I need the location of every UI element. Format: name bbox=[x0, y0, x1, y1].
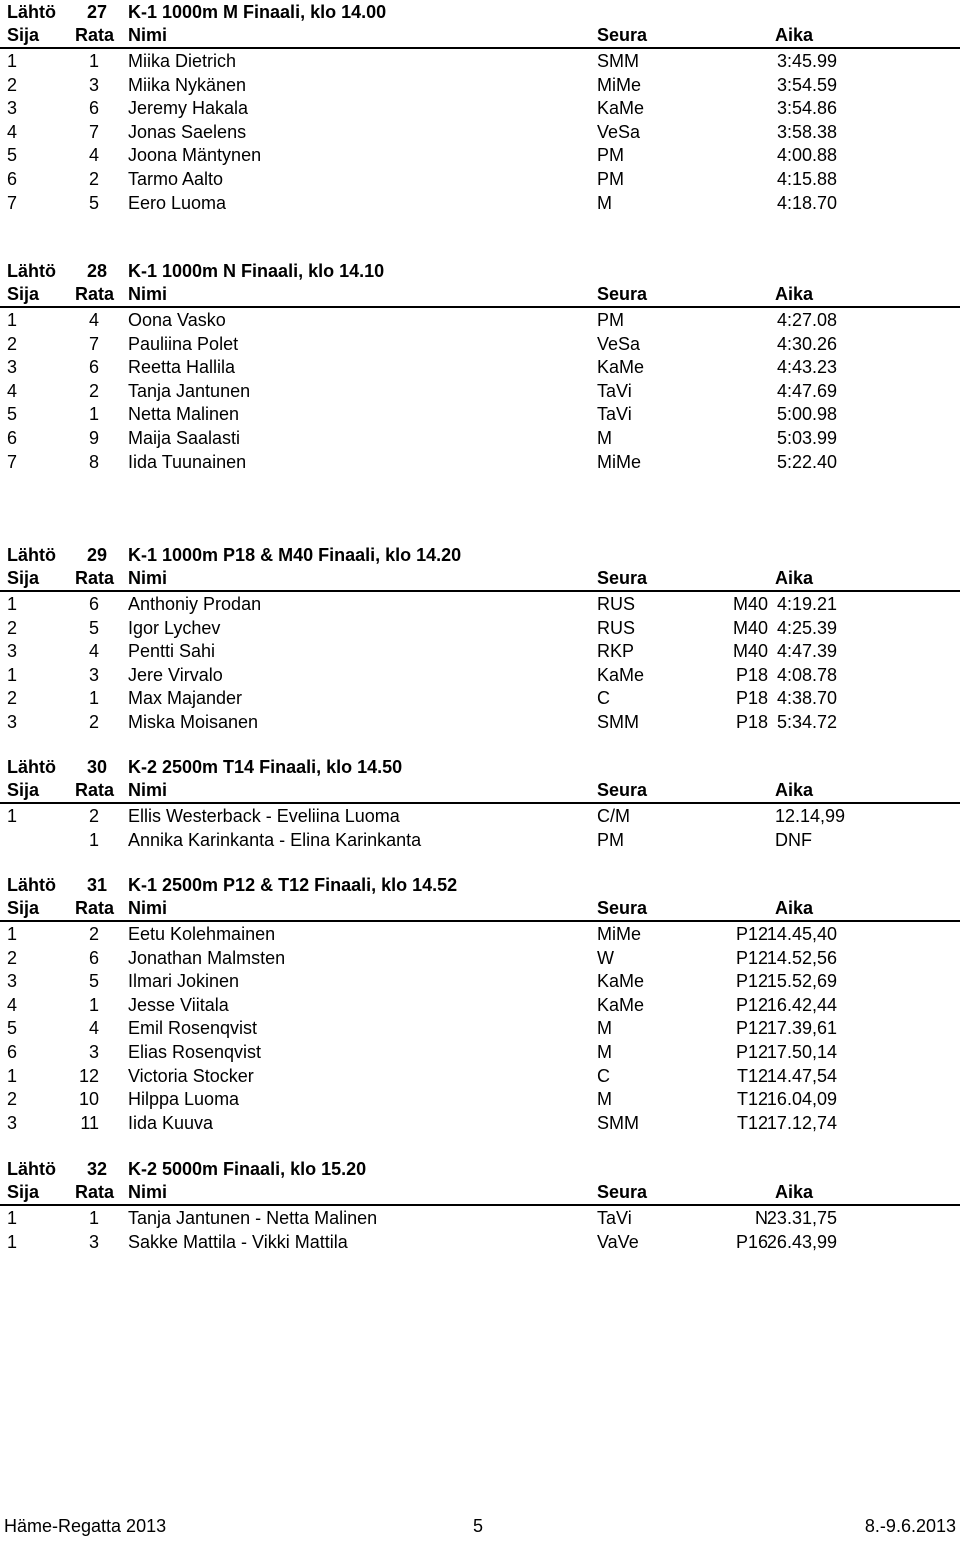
cell-class: P12 bbox=[735, 947, 768, 968]
cell-rata: 3 bbox=[88, 1231, 99, 1252]
cell-aika: 4:47.39 bbox=[776, 641, 837, 662]
start-number: 31 bbox=[86, 875, 107, 895]
result-row bbox=[0, 379, 960, 403]
cell-seura: SMM bbox=[597, 711, 639, 732]
cell-nimi: Maija Saalasti bbox=[128, 427, 241, 448]
cell-nimi: Jeremy Hakala bbox=[128, 98, 249, 119]
cell-rata: 1 bbox=[88, 51, 99, 71]
cell-sija: 4 bbox=[7, 994, 18, 1015]
cell-nimi: Oona Vasko bbox=[128, 310, 226, 330]
cell-nimi: Tanja Jantunen bbox=[128, 380, 251, 401]
race-name: K-1 1000m M Finaali, klo 14.00 bbox=[128, 2, 387, 22]
cell-aika: 5:22.40 bbox=[776, 451, 837, 472]
cell-rata: 2 bbox=[88, 711, 99, 732]
cell-nimi: Jonas Saelens bbox=[128, 121, 247, 142]
race-title bbox=[0, 543, 960, 567]
result-row bbox=[0, 143, 960, 167]
cell-aika: 14.47,54 bbox=[766, 1065, 837, 1086]
cell-class: P18 bbox=[735, 711, 768, 732]
cell-nimi: Jesse Viitala bbox=[128, 994, 229, 1015]
cell-seura: KaMe bbox=[597, 994, 645, 1015]
header-seura: Seura bbox=[597, 284, 648, 304]
cell-seura: PM bbox=[597, 168, 624, 189]
header-aika: Aika bbox=[775, 1182, 814, 1202]
cell-class: P12 bbox=[735, 924, 768, 944]
result-row bbox=[0, 946, 960, 970]
cell-aika: 12.14,99 bbox=[775, 806, 846, 826]
cell-sija: 7 bbox=[7, 192, 18, 213]
cell-rata: 3 bbox=[88, 664, 99, 685]
cell-sija: 4 bbox=[7, 380, 18, 401]
race-title bbox=[0, 755, 960, 779]
cell-nimi: Joona Mäntynen bbox=[128, 145, 262, 166]
cell-aika: 4:15.88 bbox=[776, 168, 837, 189]
result-row bbox=[0, 1111, 960, 1135]
cell-nimi: Pentti Sahi bbox=[128, 641, 216, 662]
header-aika: Aika bbox=[775, 568, 814, 588]
cell-seura: M bbox=[597, 427, 612, 448]
race-name: K-1 2500m P12 & T12 Finaali, klo 14.52 bbox=[128, 875, 458, 895]
result-row bbox=[0, 592, 960, 616]
cell-class: P18 bbox=[735, 664, 768, 685]
cell-seura: RUS bbox=[597, 617, 636, 638]
result-row bbox=[0, 1016, 960, 1040]
cell-rata: 2 bbox=[88, 806, 99, 826]
column-header-row bbox=[0, 779, 960, 804]
race-title bbox=[0, 873, 960, 897]
start-label: Lähtö bbox=[7, 757, 56, 777]
cell-rata: 6 bbox=[88, 947, 99, 968]
cell-rata: 5 bbox=[88, 617, 99, 638]
header-nimi: Nimi bbox=[128, 780, 168, 800]
header-rata: Rata bbox=[75, 25, 115, 45]
result-row bbox=[0, 616, 960, 640]
cell-nimi: Max Majander bbox=[128, 688, 243, 709]
start-number: 29 bbox=[86, 545, 107, 565]
result-row bbox=[0, 1064, 960, 1088]
footer-date: 8.-9.6.2013 bbox=[864, 1516, 956, 1536]
cell-aika: 16.42,44 bbox=[766, 994, 837, 1015]
cell-sija: 2 bbox=[7, 74, 18, 95]
cell-aika: 4:27.08 bbox=[776, 310, 837, 330]
cell-aika: 23.31,75 bbox=[766, 1208, 837, 1228]
result-row bbox=[0, 663, 960, 687]
cell-aika: 4:47.69 bbox=[776, 380, 837, 401]
cell-sija: 5 bbox=[7, 1018, 18, 1039]
cell-nimi: Victoria Stocker bbox=[128, 1065, 254, 1086]
column-header-row bbox=[0, 1181, 960, 1206]
cell-nimi: Elias Rosenqvist bbox=[128, 1041, 262, 1062]
cell-aika: 14.45,40 bbox=[766, 924, 837, 944]
cell-aika: 4:43.23 bbox=[776, 357, 837, 378]
header-seura: Seura bbox=[597, 898, 648, 918]
cell-seura: KaMe bbox=[597, 971, 645, 992]
result-row bbox=[0, 73, 960, 97]
header-rata: Rata bbox=[75, 898, 115, 918]
cell-seura: W bbox=[597, 947, 614, 968]
cell-aika: 4:38.70 bbox=[776, 688, 837, 709]
cell-seura: KaMe bbox=[597, 98, 645, 119]
cell-nimi: Miika Nykänen bbox=[128, 74, 247, 95]
header-sija: Sija bbox=[7, 898, 40, 918]
cell-aika: 26.43,99 bbox=[766, 1231, 837, 1252]
cell-sija: 1 bbox=[7, 806, 18, 826]
cell-nimi: Iida Kuuva bbox=[128, 1112, 214, 1133]
footer-event-name: Häme-Regatta 2013 bbox=[4, 1516, 167, 1536]
cell-seura: MiMe bbox=[597, 451, 641, 472]
race-section-32 bbox=[0, 1157, 960, 1253]
race-title bbox=[0, 1157, 960, 1181]
cell-sija: 3 bbox=[7, 641, 18, 662]
cell-seura: MiMe bbox=[597, 924, 641, 944]
header-rata: Rata bbox=[75, 1182, 115, 1202]
header-aika: Aika bbox=[775, 780, 814, 800]
header-aika: Aika bbox=[775, 898, 814, 918]
result-row bbox=[0, 639, 960, 663]
cell-sija: 7 bbox=[7, 451, 18, 472]
result-row bbox=[0, 993, 960, 1017]
cell-rata: 3 bbox=[88, 74, 99, 95]
header-rata: Rata bbox=[75, 284, 115, 304]
cell-class: T12 bbox=[736, 1089, 768, 1110]
cell-aika: 5:34.72 bbox=[776, 711, 837, 732]
header-seura: Seura bbox=[597, 568, 648, 588]
result-row bbox=[0, 332, 960, 356]
cell-seura: M bbox=[597, 1041, 612, 1062]
start-label: Lähtö bbox=[7, 261, 56, 281]
race-name: K-2 5000m Finaali, klo 15.20 bbox=[128, 1159, 367, 1179]
result-row bbox=[0, 710, 960, 734]
start-number: 30 bbox=[86, 757, 107, 777]
header-nimi: Nimi bbox=[128, 1182, 168, 1202]
cell-rata: 2 bbox=[88, 168, 99, 189]
result-row bbox=[0, 191, 960, 215]
header-aika: Aika bbox=[775, 25, 814, 45]
cell-rata: 2 bbox=[88, 380, 99, 401]
start-label: Lähtö bbox=[7, 1159, 56, 1179]
cell-seura: M bbox=[597, 192, 612, 213]
header-sija: Sija bbox=[7, 1182, 40, 1202]
race-section-30 bbox=[0, 755, 960, 851]
cell-sija: 3 bbox=[7, 357, 18, 378]
cell-class: P12 bbox=[735, 994, 768, 1015]
header-seura: Seura bbox=[597, 25, 648, 45]
header-rata: Rata bbox=[75, 780, 115, 800]
race-section-29 bbox=[0, 543, 960, 734]
cell-nimi: Jere Virvalo bbox=[128, 664, 223, 685]
cell-aika: DNF bbox=[775, 829, 812, 850]
footer-page-number: 5 bbox=[473, 1516, 484, 1536]
header-nimi: Nimi bbox=[128, 898, 168, 918]
result-row bbox=[0, 922, 960, 946]
cell-rata: 1 bbox=[88, 994, 99, 1015]
cell-nimi: Netta Malinen bbox=[128, 404, 240, 425]
cell-seura: TaVi bbox=[597, 380, 632, 401]
cell-seura: M bbox=[597, 1089, 612, 1110]
cell-aika: 3:54.59 bbox=[776, 74, 837, 95]
cell-rata: 4 bbox=[88, 1018, 99, 1039]
cell-aika: 4:18.70 bbox=[776, 192, 837, 213]
cell-aika: 4:08.78 bbox=[776, 664, 837, 685]
result-row bbox=[0, 167, 960, 191]
cell-sija: 2 bbox=[7, 617, 18, 638]
cell-nimi: Jonathan Malmsten bbox=[128, 947, 286, 968]
cell-nimi: Pauliina Polet bbox=[128, 333, 239, 354]
race-section-27 bbox=[0, 0, 960, 214]
cell-sija: 6 bbox=[7, 168, 18, 189]
cell-sija: 6 bbox=[7, 1041, 18, 1062]
race-section-28 bbox=[0, 259, 960, 473]
cell-seura: SMM bbox=[597, 1112, 639, 1133]
cell-aika: 4:25.39 bbox=[776, 617, 837, 638]
column-header-row bbox=[0, 567, 960, 592]
race-title bbox=[0, 0, 960, 24]
cell-sija: 1 bbox=[7, 924, 18, 944]
cell-seura: KaMe bbox=[597, 357, 645, 378]
race-name: K-1 1000m P18 & M40 Finaali, klo 14.20 bbox=[128, 545, 462, 565]
result-row bbox=[0, 355, 960, 379]
start-number: 27 bbox=[86, 2, 107, 22]
result-row bbox=[0, 828, 960, 852]
cell-sija: 1 bbox=[7, 1208, 18, 1228]
header-sija: Sija bbox=[7, 568, 40, 588]
cell-seura: VeSa bbox=[597, 333, 641, 354]
cell-nimi: Eero Luoma bbox=[128, 192, 227, 213]
cell-aika: 3:45.99 bbox=[776, 51, 837, 71]
start-number: 28 bbox=[86, 261, 107, 281]
start-label: Lähtö bbox=[7, 545, 56, 565]
cell-seura: RUS bbox=[597, 594, 636, 614]
result-row bbox=[0, 450, 960, 474]
cell-seura: TaVi bbox=[597, 1208, 632, 1228]
cell-rata: 7 bbox=[88, 333, 99, 354]
cell-sija: 2 bbox=[7, 333, 18, 354]
header-aika: Aika bbox=[775, 284, 814, 304]
cell-aika: 4:30.26 bbox=[776, 333, 837, 354]
cell-seura: C bbox=[597, 1065, 610, 1086]
cell-class: P12 bbox=[735, 971, 768, 992]
cell-aika: 14.52,56 bbox=[766, 947, 837, 968]
cell-sija: 3 bbox=[7, 711, 18, 732]
cell-aika: 17.39,61 bbox=[766, 1018, 837, 1039]
cell-rata: 6 bbox=[88, 357, 99, 378]
cell-aika: 4:19.21 bbox=[776, 594, 837, 614]
cell-nimi: Sakke Mattila - Vikki Mattila bbox=[128, 1231, 348, 1252]
cell-rata: 6 bbox=[88, 98, 99, 119]
cell-sija: 1 bbox=[7, 310, 18, 330]
race-name: K-2 2500m T14 Finaali, klo 14.50 bbox=[128, 757, 403, 777]
cell-nimi: Miska Moisanen bbox=[128, 711, 259, 732]
header-rata: Rata bbox=[75, 568, 115, 588]
start-label: Lähtö bbox=[7, 875, 56, 895]
header-nimi: Nimi bbox=[128, 568, 168, 588]
result-row bbox=[0, 402, 960, 426]
cell-sija: 1 bbox=[7, 1065, 18, 1086]
cell-seura: PM bbox=[597, 145, 624, 166]
cell-rata: 4 bbox=[88, 310, 99, 330]
start-label: Lähtö bbox=[7, 2, 56, 22]
result-row bbox=[0, 120, 960, 144]
cell-aika: 4:00.88 bbox=[776, 145, 837, 166]
cell-rata: 10 bbox=[78, 1089, 99, 1110]
cell-nimi: Iida Tuunainen bbox=[128, 451, 247, 472]
cell-nimi: Emil Rosenqvist bbox=[128, 1018, 258, 1039]
column-header-row bbox=[0, 283, 960, 308]
result-row bbox=[0, 49, 960, 73]
cell-rata: 5 bbox=[88, 971, 99, 992]
result-row bbox=[0, 308, 960, 332]
cell-sija: 6 bbox=[7, 427, 18, 448]
cell-aika: 15.52,69 bbox=[766, 971, 837, 992]
cell-sija: 1 bbox=[7, 51, 18, 71]
column-header-row bbox=[0, 897, 960, 922]
cell-class: M40 bbox=[732, 641, 768, 662]
result-row bbox=[0, 1087, 960, 1111]
cell-rata: 4 bbox=[88, 145, 99, 166]
column-header-row bbox=[0, 24, 960, 49]
cell-seura: SMM bbox=[597, 51, 639, 71]
cell-aika: 3:58.38 bbox=[776, 121, 837, 142]
cell-class: T12 bbox=[736, 1112, 768, 1133]
cell-rata: 3 bbox=[88, 1041, 99, 1062]
cell-rata: 2 bbox=[88, 924, 99, 944]
cell-class: P12 bbox=[735, 1018, 768, 1039]
cell-seura: VaVe bbox=[597, 1231, 639, 1252]
cell-nimi: Hilppa Luoma bbox=[128, 1089, 240, 1110]
cell-sija: 3 bbox=[7, 971, 18, 992]
cell-seura: MiMe bbox=[597, 74, 641, 95]
cell-rata: 1 bbox=[88, 1208, 99, 1228]
cell-class: P12 bbox=[735, 1041, 768, 1062]
cell-nimi: Igor Lychev bbox=[128, 617, 221, 638]
cell-sija: 1 bbox=[7, 594, 18, 614]
cell-rata: 7 bbox=[88, 121, 99, 142]
cell-aika: 5:00.98 bbox=[776, 404, 837, 425]
header-nimi: Nimi bbox=[128, 25, 168, 45]
result-row bbox=[0, 1206, 960, 1230]
header-seura: Seura bbox=[597, 780, 648, 800]
cell-seura: C bbox=[597, 688, 610, 709]
cell-sija: 3 bbox=[7, 1112, 18, 1133]
cell-aika: 16.04,09 bbox=[766, 1089, 837, 1110]
cell-rata: 6 bbox=[88, 594, 99, 614]
cell-seura: KaMe bbox=[597, 664, 645, 685]
race-name: K-1 1000m N Finaali, klo 14.10 bbox=[128, 261, 385, 281]
result-row bbox=[0, 96, 960, 120]
result-row bbox=[0, 426, 960, 450]
cell-class: M40 bbox=[732, 617, 768, 638]
cell-sija: 1 bbox=[7, 664, 18, 685]
cell-aika: 3:54.86 bbox=[776, 98, 837, 119]
cell-nimi: Ilmari Jokinen bbox=[128, 971, 240, 992]
cell-rata: 5 bbox=[88, 192, 99, 213]
cell-rata: 1 bbox=[88, 829, 99, 850]
cell-rata: 11 bbox=[80, 1112, 99, 1133]
cell-rata: 1 bbox=[88, 404, 99, 425]
cell-class: P18 bbox=[735, 688, 768, 709]
cell-seura: M bbox=[597, 1018, 612, 1039]
result-row bbox=[0, 686, 960, 710]
cell-seura: VeSa bbox=[597, 121, 641, 142]
header-sija: Sija bbox=[7, 780, 40, 800]
cell-nimi: Reetta Hallila bbox=[128, 357, 236, 378]
cell-rata: 4 bbox=[88, 641, 99, 662]
cell-class: M40 bbox=[732, 594, 768, 614]
header-sija: Sija bbox=[7, 25, 40, 45]
result-row bbox=[0, 1040, 960, 1064]
cell-sija: 5 bbox=[7, 145, 18, 166]
cell-seura: RKP bbox=[597, 641, 635, 662]
header-nimi: Nimi bbox=[128, 284, 168, 304]
cell-seura: PM bbox=[597, 310, 624, 330]
start-number: 32 bbox=[86, 1159, 107, 1179]
header-sija: Sija bbox=[7, 284, 40, 304]
cell-sija: 5 bbox=[7, 404, 18, 425]
cell-nimi: Miika Dietrich bbox=[128, 51, 237, 71]
race-section-31 bbox=[0, 873, 960, 1134]
cell-sija: 2 bbox=[7, 688, 18, 709]
cell-sija: 2 bbox=[7, 947, 18, 968]
cell-seura: PM bbox=[597, 829, 624, 850]
cell-rata: 8 bbox=[88, 451, 99, 472]
cell-sija: 4 bbox=[7, 121, 18, 142]
cell-seura: TaVi bbox=[597, 404, 632, 425]
cell-sija: 3 bbox=[7, 98, 18, 119]
cell-rata: 12 bbox=[78, 1065, 99, 1086]
header-seura: Seura bbox=[597, 1182, 648, 1202]
cell-class: T12 bbox=[736, 1065, 768, 1086]
cell-sija: 1 bbox=[7, 1231, 18, 1252]
cell-seura: C/M bbox=[597, 806, 630, 826]
cell-class: P16 bbox=[735, 1231, 768, 1252]
cell-aika: 17.50,14 bbox=[766, 1041, 837, 1062]
cell-aika: 5:03.99 bbox=[776, 427, 837, 448]
cell-rata: 9 bbox=[88, 427, 99, 448]
cell-class: N bbox=[755, 1208, 768, 1228]
result-row bbox=[0, 1230, 960, 1254]
cell-nimi: Tarmo Aalto bbox=[128, 168, 224, 189]
race-title bbox=[0, 259, 960, 283]
cell-aika: 17.12,74 bbox=[766, 1112, 837, 1133]
page-footer bbox=[0, 1516, 960, 1540]
cell-nimi: Tanja Jantunen - Netta Malinen bbox=[128, 1208, 378, 1228]
result-row bbox=[0, 804, 960, 828]
cell-nimi: Ellis Westerback - Eveliina Luoma bbox=[128, 806, 400, 826]
cell-rata: 1 bbox=[88, 688, 99, 709]
cell-sija: 2 bbox=[7, 1089, 18, 1110]
cell-nimi: Eetu Kolehmainen bbox=[128, 924, 276, 944]
cell-nimi: Annika Karinkanta - Elina Karinkanta bbox=[128, 829, 422, 850]
result-row bbox=[0, 969, 960, 993]
cell-nimi: Anthoniy Prodan bbox=[128, 594, 262, 614]
